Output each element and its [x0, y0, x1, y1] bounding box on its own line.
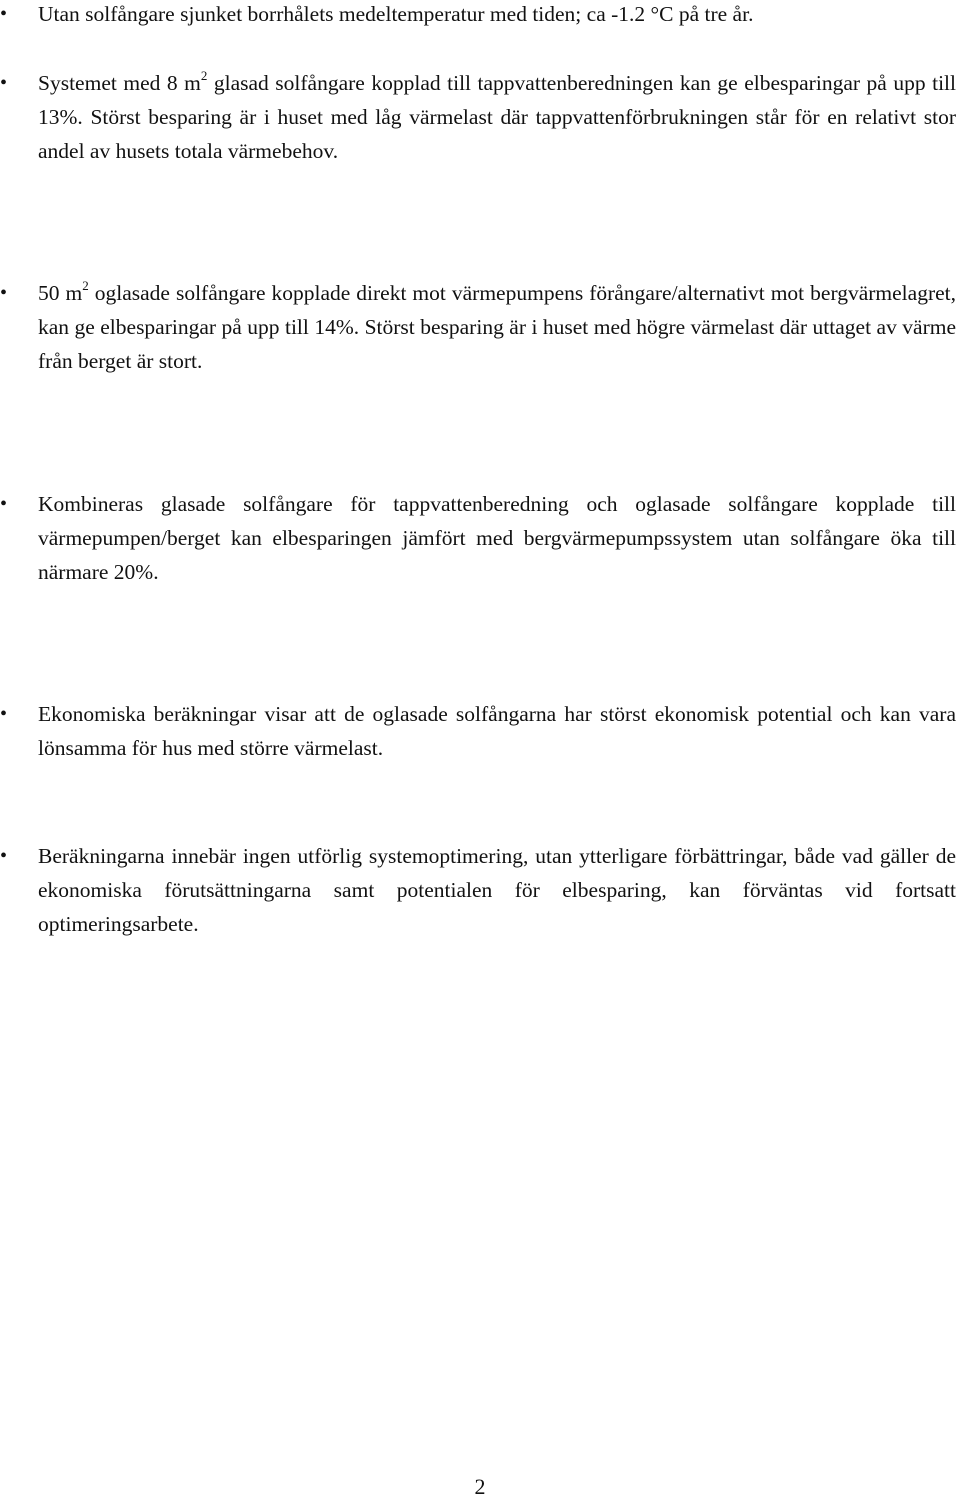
bullet-text: Utan solfångare sjunket borrhålets medeltemperatur med tiden; ca -1.2 °C på tre år. — [38, 2, 754, 26]
bullet-marker: • — [0, 845, 8, 867]
bullet-item-5 — [0, 697, 960, 765]
bullet-text: Beräkningarna innebär ingen utförlig systemoptimering, utan ytterligare förbättringar, både vad gäller de ekonomiska förutsättningarna samt potentialen för elbesparing, kan förväntas vid fortsatt optimeringsarbete. — [38, 844, 956, 936]
bullet-text-start: 50 m — [38, 281, 83, 305]
page-number: 2 — [474, 1474, 486, 1499]
bullet-item-4 — [0, 487, 960, 589]
bullet-item-1 — [0, 0, 960, 31]
bullet-item-3 — [0, 276, 960, 378]
bullet-item-2 — [0, 66, 960, 168]
bullet-marker: • — [0, 703, 8, 725]
bullet-marker: • — [0, 282, 8, 304]
bullet-marker: • — [0, 493, 8, 515]
bullet-marker: • — [0, 72, 8, 94]
bullet-text-rest: glasad solfångare kopplad till tappvattenberedningen kan ge elbesparingar på upp till 13%. Störst besparing är i huset med låg värmelast där tappvattenförbrukningen står för en relativt stor andel av husets totala värmebehov. — [38, 71, 956, 163]
bullet-text: Kombineras glasade solfångare för tappvattenberedning och oglasade solfångare kopplade till värmepumpen/berget kan elbesparingen jämfört med bergvärmepumpssystem utan solfångare öka till närmare 20%. — [38, 492, 956, 584]
superscript-exponent: 2 — [200, 67, 208, 83]
bullet-text-rest: oglasade solfångare kopplade direkt mot värmepumpens förångare/alternativt mot bergvärmelagret, kan ge elbesparingar på upp till 14%. Störst besparing är i huset med högre värmelast där uttaget av värme från berget är stort. — [38, 281, 957, 373]
bullet-marker: • — [0, 3, 8, 25]
bullet-item-6 — [0, 839, 960, 941]
bullet-text-start: Systemet med 8 m — [38, 71, 201, 95]
superscript-exponent: 2 — [82, 277, 89, 293]
bullet-text: Ekonomiska beräkningar visar att de oglasade solfångarna har störst ekonomisk potential och kan vara lönsamma för hus med större värmelast. — [38, 702, 956, 760]
